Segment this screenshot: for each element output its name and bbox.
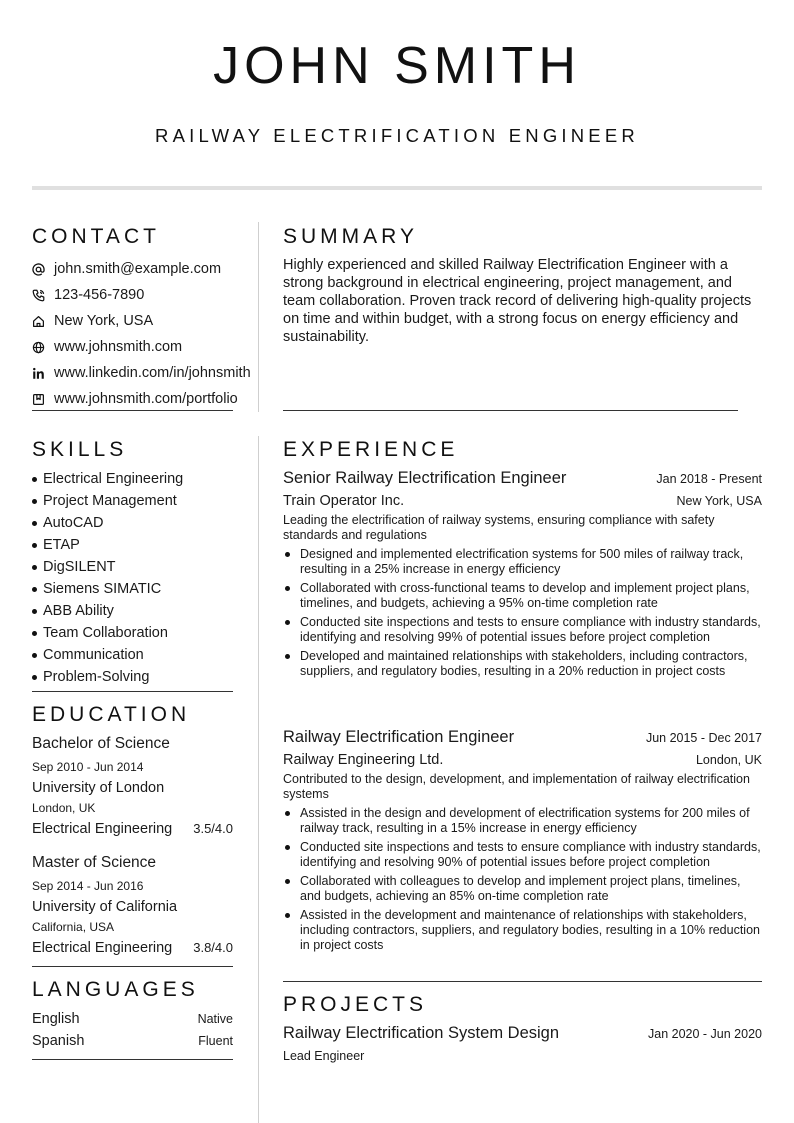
bullet-icon — [32, 499, 37, 504]
field-of-study: Electrical Engineering — [32, 940, 173, 956]
contact-list — [32, 256, 251, 412]
languages-list — [32, 1008, 233, 1052]
skill-label: DigSILENT — [43, 559, 116, 575]
column-divider — [258, 222, 259, 412]
skill-item — [32, 556, 183, 578]
summary-heading: SUMMARY — [283, 225, 418, 248]
job-bullet — [283, 840, 762, 870]
job-description: Contributed to the design, development, and implementation of railway electrification systems — [283, 772, 750, 801]
bullet-icon — [285, 552, 290, 557]
bullet-text: Assisted in the design and development of electrification systems for 200 miles of railway track, resulting in a 15% increase in energy efficiency — [300, 806, 750, 835]
skill-label: Problem-Solving — [43, 669, 150, 685]
job-entry-title: Senior Railway Electrification Engineer — [283, 469, 567, 487]
bullet-text: Collaborated with colleagues to develop and implement project plans, timelines, and budgets, achieving an 85% on-time completion rate — [300, 874, 741, 903]
education-entry — [32, 854, 233, 960]
contact-website[interactable] — [32, 334, 251, 360]
portfolio-icon — [32, 393, 54, 406]
education-divider — [32, 966, 233, 967]
job-location: New York, USA — [676, 494, 762, 508]
contact-linkedin[interactable] — [32, 360, 251, 386]
contact-portfolio-text: www.johnsmith.com/portfolio — [54, 391, 238, 407]
contact-website-text: www.johnsmith.com — [54, 339, 183, 355]
job-bullet — [283, 649, 762, 679]
job-dates: Jan 2018 - Present — [656, 472, 762, 486]
project-role: Lead Engineer — [283, 1049, 365, 1063]
company-name: Train Operator Inc. — [283, 493, 405, 509]
education-dates: Sep 2014 - Jun 2016 — [32, 879, 144, 893]
skills-heading: SKILLS — [32, 438, 128, 461]
job-bullet — [283, 615, 762, 645]
language-level: Fluent — [198, 1034, 233, 1048]
skill-label: Team Collaboration — [43, 625, 168, 641]
bullet-icon — [285, 913, 290, 918]
summary-text: Highly experienced and skilled Railway Electrification Engineer with a strong background in electrical engineering, project management, and team collaboration. Proven track record of delivering high-quality projects on time and within budget, with a strong focus on energy efficiency and sustainability. — [283, 257, 752, 345]
skill-item — [32, 534, 183, 556]
gpa: 3.8/4.0 — [193, 940, 233, 955]
school-name: University of London — [32, 780, 165, 796]
job-title: RAILWAY ELECTRIFICATION ENGINEER — [155, 125, 639, 146]
degree: Bachelor of Science — [32, 735, 170, 752]
bullet-icon — [285, 620, 290, 625]
school-name: University of California — [32, 899, 178, 915]
at-icon — [32, 263, 54, 276]
phone-icon — [32, 289, 54, 302]
home-icon — [32, 315, 54, 328]
contact-location — [32, 308, 251, 334]
job-bullet — [283, 806, 762, 836]
job-bullet — [283, 547, 762, 577]
skills-list — [32, 468, 183, 688]
skills-divider — [32, 691, 233, 692]
contact-linkedin-text: www.linkedin.com/in/johnsmith — [54, 365, 251, 381]
bullet-icon — [32, 477, 37, 482]
bullet-icon — [285, 654, 290, 659]
bullet-icon — [32, 675, 37, 680]
job-entry — [283, 469, 762, 683]
job-description: Leading the electrification of railway systems, ensuring compliance with safety standards and regulations — [283, 513, 715, 542]
contact-portfolio[interactable] — [32, 386, 251, 412]
job-location: London, UK — [695, 753, 762, 767]
contact-email-text: john.smith@example.com — [54, 261, 222, 277]
bullet-icon — [32, 587, 37, 592]
skill-label: Communication — [43, 647, 144, 663]
field-row — [32, 817, 233, 841]
bullet-text: Developed and maintained relationships with stakeholders, including contractors, suppliers, and regulatory bodies, resulting in a 20% reduction in project costs — [300, 649, 748, 678]
skill-item — [32, 666, 183, 688]
skill-label: ABB Ability — [43, 603, 114, 619]
language-level: Native — [197, 1012, 233, 1026]
column-divider — [258, 436, 259, 1123]
skill-label: ETAP — [43, 537, 80, 553]
contact-phone-text: 123-456-7890 — [54, 287, 145, 303]
job-bullets — [283, 547, 762, 679]
globe-icon — [32, 341, 54, 354]
job-dates: Jun 2015 - Dec 2017 — [645, 731, 762, 745]
job-entry-title: Railway Electrification Engineer — [283, 728, 515, 746]
bullet-text: Conducted site inspections and tests to ensure compliance with industry standards, identifying and resolving 99% of potential issues before project completion — [300, 615, 761, 644]
languages-divider — [32, 1059, 233, 1060]
degree: Master of Science — [32, 854, 157, 871]
bullet-icon — [32, 609, 37, 614]
bullet-icon — [32, 543, 37, 548]
school-location: London, UK — [32, 801, 96, 815]
skill-item — [32, 578, 183, 600]
bullet-icon — [32, 631, 37, 636]
company-name: Railway Engineering Ltd. — [283, 752, 444, 768]
language-item — [32, 1030, 233, 1052]
skill-label: Siemens SIMATIC — [43, 581, 162, 597]
bullet-icon — [285, 586, 290, 591]
contact-email[interactable] — [32, 256, 251, 282]
language-item — [32, 1008, 233, 1030]
job-bullet — [283, 581, 762, 611]
skill-label: Electrical Engineering — [43, 471, 184, 487]
education-heading: EDUCATION — [32, 703, 191, 726]
job-bullets — [283, 806, 762, 953]
bullet-text: Designed and implemented electrification systems for 500 miles of railway track, resulting in a 25% increase in energy efficiency — [300, 547, 744, 576]
languages-heading: LANGUAGES — [32, 978, 199, 1001]
field-row — [32, 936, 233, 960]
skill-label: Project Management — [43, 493, 177, 509]
header-divider — [32, 186, 762, 190]
education-entry — [32, 735, 233, 841]
summary-divider — [283, 410, 738, 411]
project-dates: Jan 2020 - Jun 2020 — [648, 1027, 762, 1041]
education-dates: Sep 2010 - Jun 2014 — [32, 760, 144, 774]
project-entry — [283, 1024, 762, 1063]
bullet-icon — [32, 565, 37, 570]
gpa: 3.5/4.0 — [193, 821, 233, 836]
skill-item — [32, 512, 183, 534]
school-location: California, USA — [32, 920, 115, 934]
language-name: Spanish — [32, 1033, 85, 1049]
skill-item — [32, 468, 183, 490]
field-of-study: Electrical Engineering — [32, 821, 173, 837]
bullet-icon — [32, 521, 37, 526]
job-bullet — [283, 874, 762, 904]
skill-item — [32, 644, 183, 666]
contact-heading: CONTACT — [32, 225, 160, 248]
job-entry — [283, 728, 762, 957]
bullet-icon — [285, 811, 290, 816]
bullet-text: Assisted in the development and maintenance of relationships with stakeholders, including contractors, suppliers, and regulatory bodies, resulting in a 10% reduction in project costs — [300, 908, 760, 952]
projects-heading: PROJECTS — [283, 993, 428, 1016]
experience-divider — [283, 981, 762, 982]
bullet-text: Conducted site inspections and tests to ensure compliance with industry standards, identifying and resolving 90% of potential issues before project completion — [300, 840, 761, 869]
linkedin-icon — [32, 367, 54, 380]
contact-location-text: New York, USA — [54, 313, 154, 329]
bullet-icon — [285, 879, 290, 884]
experience-heading: EXPERIENCE — [283, 438, 459, 461]
candidate-name: JOHN SMITH — [213, 37, 581, 95]
contact-divider — [32, 410, 233, 411]
bullet-icon — [32, 653, 37, 658]
job-bullet — [283, 908, 762, 953]
skill-item — [32, 600, 183, 622]
skill-item — [32, 622, 183, 644]
bullet-icon — [285, 845, 290, 850]
language-name: English — [32, 1011, 80, 1027]
skill-item — [32, 490, 183, 512]
contact-phone[interactable] — [32, 282, 251, 308]
project-title: Railway Electrification System Design — [283, 1024, 560, 1042]
bullet-text: Collaborated with cross-functional teams to develop and implement project plans, timelines, and budgets, achieving a 95% on-time completion rate — [300, 581, 750, 610]
skill-label: AutoCAD — [43, 515, 104, 531]
